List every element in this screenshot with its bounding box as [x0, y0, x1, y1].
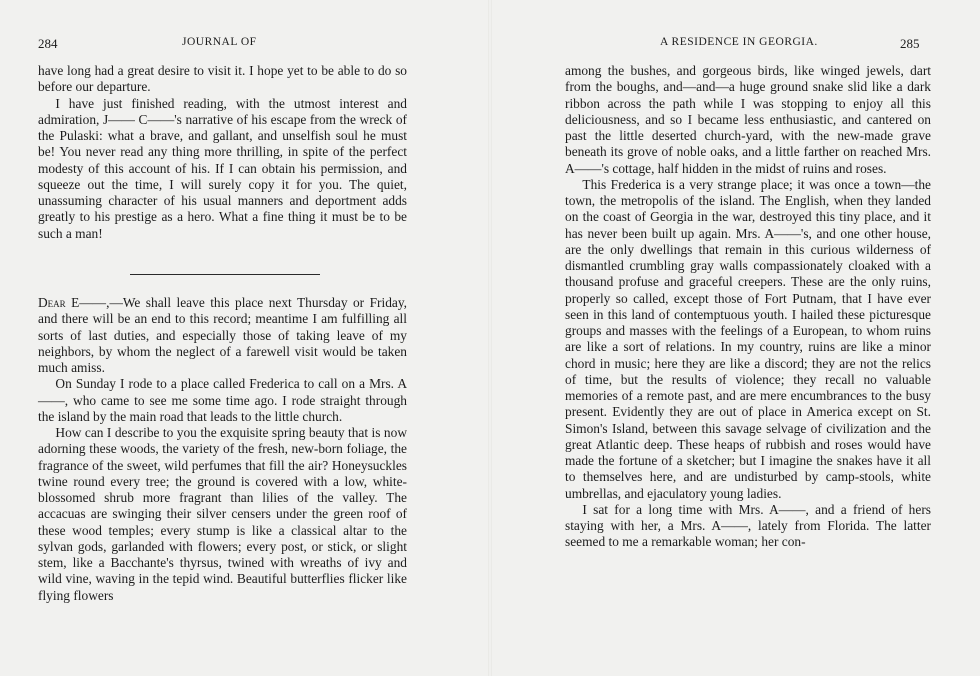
page-number: 284: [38, 36, 58, 51]
letter-opening-text: —We shall leave this place next Thursday or Friday, and there will be an end to this record; meantime I am fulfilling all sorts of last duties, and especially those of taking leave of my neighbors, by whom the neglect of a farewell visit would be taken much amiss.: [38, 295, 408, 375]
section-divider: [130, 274, 320, 275]
paragraph: On Sunday I rode to a place called Frederica to call on a Mrs. A——, who came to see me some time ago. I rode straight through the island by the main road that leads to the little church.: [38, 376, 407, 424]
paragraph: How can I describe to you the exquisite spring beauty that is now adorning these woods, the variety of the fresh, new-born foliage, the fragrance of the sweet, wild perfumes that fill the air? Honeysuckles twine round every tree; the ground is covered with a low, white-blossomed shrub more fragrant than lilies of the valley. The accacuas are swinging their silver censers under the green roof of these wood temples; every stump is like a classical altar to the sylvan gods, garlanded with flowers; every post, or stick, or slight stem, like a Bacchante's thyrsus, twined with wreaths of ivy and wild vine, waving in the tepid wind. Beautiful butterflies flicker like flying flowers: [38, 425, 407, 603]
running-head: JOURNAL OF: [182, 36, 257, 48]
text-column-top: [38, 63, 407, 242]
paragraph: I sat for a long time with Mrs. A——, and a friend of hers staying with her, a Mrs. A——, lately from Florida. The latter seemed to me a remarkable woman; her con-: [565, 501, 931, 550]
right-page: [490, 0, 980, 676]
page-number: 285: [900, 36, 920, 51]
text-column-bottom: [38, 295, 407, 604]
letter-opening: [38, 295, 407, 376]
paragraph: have long had a great desire to visit it. I hope yet to be able to do so before our departure.: [38, 63, 407, 95]
paragraph: I have just finished reading, with the utmost interest and admiration, J—— C——'s narrative of his escape from the wreck of the Pulaski: what a brave, and gallant, and unselfish soul he must be! You never read any thing more thrilling, in spite of the perfect modesty of this account of his. If I can obtain his permission, and squeeze out the time, I will surely copy it for you. The quiet, unassuming character of his usual manners and deportment adds greatly to his prestige as a hero. What a fine thing it must be to be such a man!: [38, 95, 407, 241]
paragraph: This Frederica is a very strange place; it was once a town—the town, the metropolis of the island. The English, when they landed on the coast of Georgia in the war, destroyed this tiny place, and it has never been built up again. Mrs. A——'s, and one other house, are the only dwellings that remain in this curious wilderness of dismantled crumbling gray walls compassionately cloaked with a thousand profuse and graceful creepers. These are the only ruins, properly so called, except those of Fort Putnam, that I have ever seen in this land of contemptuous youth. I hailed these picturesque groups and masses with the feelings of a European, to whom ruins are like a sort of relations. In my country, ruins are like a minor chord in music; here they are like a discord; they are not the relics of time, but the results of violence; they recall no valuable memories of a remote past, and are mere encumbrances to the busy present. Evidently they are out of place in America except on St. Simon's Island, between this savage selvage of civilization and the great Atlantic deep. These heaps of rubbish and roses would have made the fortune of a sketcher; but I imagine the snakes have it all to themselves here, and are undisturbed by camp-stools, white umbrellas, and ejaculatory young ladies.: [565, 176, 931, 501]
text-column: [565, 63, 931, 551]
paragraph: among the bushes, and gorgeous birds, like winged jewels, dart from the boughs, and—and—a huge ground snake slid like a dark ribbon across the path while I was stopping to enjoy all this deliciousness, and so I became less enthusiastic, and cantered on past the little deserted church-yard, with the new-made grave beneath its grove of noble oaks, and a little farther on reached Mrs. A——'s cottage, half hidden in the midst of ruins and roses.: [565, 63, 931, 176]
salutation: Dear E——,: [38, 295, 110, 310]
running-head: A RESIDENCE IN GEORGIA.: [660, 36, 818, 48]
